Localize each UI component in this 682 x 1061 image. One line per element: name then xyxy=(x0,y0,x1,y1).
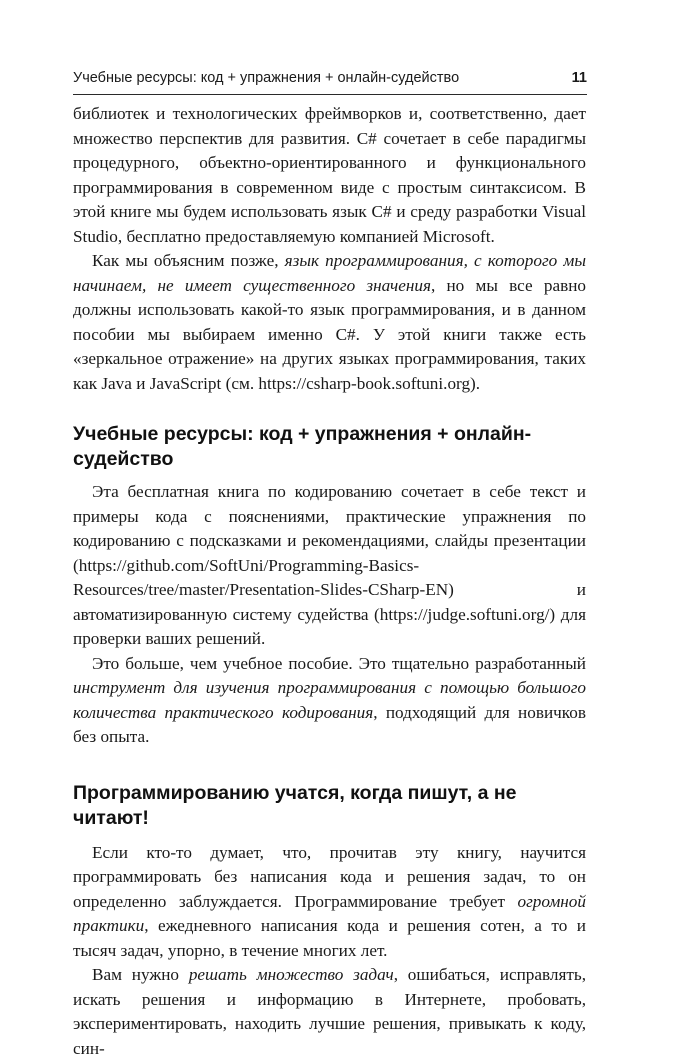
paragraph-text: Как мы объясним позже, xyxy=(92,251,285,270)
emphasis-text: огромной практики xyxy=(73,891,586,935)
emphasis-text: решать множество задач xyxy=(188,965,394,984)
page-content xyxy=(73,102,586,1061)
paragraph-text: , ошибаться, исправлять, искать решения и информацию в Интернете, пробовать, экспериментировать, находить лучшие решения, привыкать к коду, син- xyxy=(73,965,587,1058)
section-heading-learn-by-writing: Программированию учатся, когда пишут, а не читают! xyxy=(73,781,517,829)
running-header xyxy=(73,70,587,92)
page-number: 11 xyxy=(571,70,587,86)
section-heading-learning-resources: Учебные ресурсы: код + упражнения + онлайн-судейство xyxy=(73,423,532,470)
paragraph-text: , подходящий для новичков без опыта. xyxy=(73,702,586,746)
paragraph-csharp-intro: библиотек и технологических фреймворков и, соответственно, дает множество перспектив для развития. C# сочетает в себе парадигмы процедурного, объектно-ориентированного и функционального программирования в современном виде с простым синтаксисом. В этой книге мы будем использовать язык C# и среду разработки Visual Studio, бесплатно предоставляемую компанией Microsoft. xyxy=(73,104,586,246)
header-divider xyxy=(73,94,587,95)
paragraph-text: , но мы все равно должны использовать какой-то язык программирования, и в данном пособии мы выбираем именно C#. У этой книги также есть «зеркальное отражение» на других языках программирования, таких как Java и JavaScript (см. https://csharp-book.softuni.org). xyxy=(73,275,586,393)
emphasis-text: язык программирования, с которого мы начинаем, не имеет существенного значения xyxy=(73,251,587,295)
paragraph-resources: Эта бесплатная книга по кодированию сочетает в себе текст и примеры кода с пояснениями, практические упражнения по кодированию с подсказками и рекомендациями, слайды презентации (https://github.com/SoftUni/Programming-Basics-Resources/tree/master/Presentation-Slides-CSharp-EN) и автоматизированную систему судейства (https://judge.softuni.org/) для проверки ваших решений. xyxy=(73,482,586,648)
paragraph-text: , ежедневного написания кода и решения сотен, а то и тысяч задач, упорно, в течение многих лет. xyxy=(73,916,586,960)
paragraph-language-choice xyxy=(73,249,586,396)
paragraph-text: Если кто-то думает, что, прочитав эту книгу, научится программировать без написания кода и решения задач, то он определенно заблуждается. Программирование требует xyxy=(73,842,586,911)
running-header-title: Учебные ресурсы: код + упражнения + онлайн-судейство xyxy=(73,70,460,86)
paragraph-text: Это больше, чем учебное пособие. Это тщательно разработанный xyxy=(92,653,586,673)
emphasis-text: инструмент для изучения программирования с помощью большого количества практического кодирования xyxy=(73,678,586,722)
paragraph-more-than-textbook xyxy=(73,652,586,750)
paragraph-practice-needed xyxy=(73,841,586,964)
paragraph-text: Вам нужно xyxy=(92,965,189,984)
paragraph-solve-problems xyxy=(73,963,586,1061)
